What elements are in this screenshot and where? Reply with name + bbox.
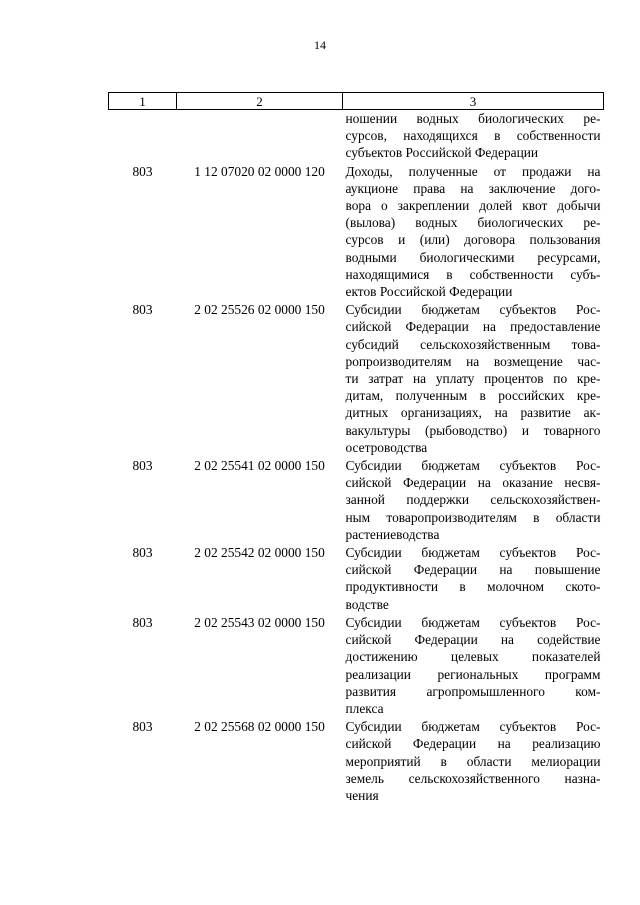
description-line: водстве	[345, 596, 389, 612]
table-row	[109, 718, 604, 805]
admin-code-cell: 803	[132, 545, 153, 561]
admin-code-cell: 803	[132, 163, 153, 179]
table-row	[109, 614, 604, 718]
table-row	[109, 544, 604, 614]
column-header-3: 3	[343, 93, 604, 110]
description-line: сийской Федерации на предоставление	[345, 319, 601, 335]
description-line: Субсидии бюджетам субъектов Рос-	[345, 545, 601, 561]
description-line: субсидий сельскохозяйственным това-	[345, 336, 601, 352]
table-row-continued	[109, 110, 604, 163]
description-line: водными биологическими ресурсами,	[345, 249, 601, 265]
description-cell	[343, 718, 604, 805]
description-text	[346, 163, 601, 301]
income-code-cell: 2 02 25542 02 0000 150	[194, 545, 325, 561]
table-row	[109, 163, 604, 302]
description-line: сийской Федерации на содействие	[345, 632, 601, 648]
description-cell	[343, 544, 604, 614]
admin-code-cell	[109, 110, 177, 163]
description-line: реализации региональных программ	[345, 666, 601, 682]
income-code-cell: 1 12 07020 02 0000 120	[194, 163, 325, 179]
description-line: сурсов, находящихся в собственности	[345, 128, 601, 144]
table-row	[109, 301, 604, 457]
admin-code-cell: 803	[132, 614, 153, 630]
admin-code-cell: 803	[132, 458, 153, 474]
description-line: вакультуры (рыбоводство) и товарного	[345, 422, 601, 438]
description-line: ектов Российской Федерации	[345, 284, 513, 300]
description-line: Субсидии бюджетам субъектов Рос-	[345, 458, 601, 474]
budget-codes-table	[108, 92, 604, 805]
description-text	[346, 614, 601, 717]
description-line: продуктивности в молочном ското-	[345, 579, 601, 595]
description-line: плекса	[345, 700, 384, 716]
description-line: сийской Федерации на оказание несвя-	[345, 475, 601, 491]
description-line: находящимися в собственности субъ-	[345, 266, 601, 282]
description-line: Доходы, полученные от продажи на	[345, 163, 601, 179]
income-code-cell: 2 02 25543 02 0000 150	[194, 614, 325, 630]
description-text	[346, 544, 601, 613]
description-line: земель сельскохозяйственного назна-	[345, 770, 601, 786]
description-text	[346, 718, 601, 804]
admin-code-cell: 803	[132, 719, 153, 735]
description-line: чения	[345, 787, 379, 803]
description-line: ным товаропроизводителям в области	[345, 509, 601, 525]
description-line: Субсидии бюджетам субъектов Рос-	[345, 719, 601, 735]
description-line: дитных организациях, на развитие ак-	[345, 405, 601, 421]
description-line: мероприятий в области мелиорации	[345, 753, 601, 769]
column-header-2: 2	[177, 93, 343, 110]
description-line: растениеводства	[345, 526, 440, 542]
description-line: вора о закреплении долей квот добычи	[345, 198, 601, 214]
description-cell	[343, 457, 604, 544]
income-code-cell	[177, 110, 343, 163]
description-line: Субсидии бюджетам субъектов Рос-	[345, 302, 601, 318]
description-line: занной поддержки сельскохозяйствен-	[345, 492, 601, 508]
description-line: сурсов и (или) договора пользования	[345, 232, 601, 248]
table-header-row	[109, 93, 604, 110]
income-code-cell: 2 02 25526 02 0000 150	[194, 302, 325, 318]
description-cell	[343, 614, 604, 718]
income-code-cell: 2 02 25568 02 0000 150	[194, 719, 325, 735]
description-line: развития агропромышленного ком-	[345, 683, 601, 699]
table-body	[109, 110, 604, 806]
page-number: 14	[314, 38, 326, 52]
description-line: ношении водных биологических ре-	[345, 111, 601, 126]
description-cell	[343, 163, 604, 302]
description-line: сийской Федерации на повышение	[345, 562, 601, 578]
description-text	[346, 301, 601, 456]
continued-description	[346, 110, 601, 162]
description-line: сийской Федерации на реализацию	[345, 736, 601, 752]
description-line: аукционе права на заключение дого-	[345, 180, 601, 196]
description-line: ти затрат на уплату процентов по кре-	[345, 371, 601, 387]
description-text	[346, 457, 601, 543]
admin-code-cell: 803	[132, 302, 153, 318]
description-line: осетроводства	[345, 439, 428, 455]
description-line: достижению целевых показателей	[345, 649, 601, 665]
description-cell	[343, 301, 604, 457]
table-row	[109, 457, 604, 544]
description-line: (вылова) водных биологических ре-	[345, 215, 601, 231]
description-line: Субсидии бюджетам субъектов Рос-	[345, 614, 601, 630]
description-cell	[343, 110, 604, 163]
description-line: дитам, полученным в российских кре-	[345, 388, 601, 404]
column-header-1: 1	[109, 93, 177, 110]
description-line: субъектов Российской Федерации	[345, 145, 539, 161]
description-line: ропроизводителям на возмещение час-	[345, 353, 601, 369]
income-code-cell: 2 02 25541 02 0000 150	[194, 458, 325, 474]
